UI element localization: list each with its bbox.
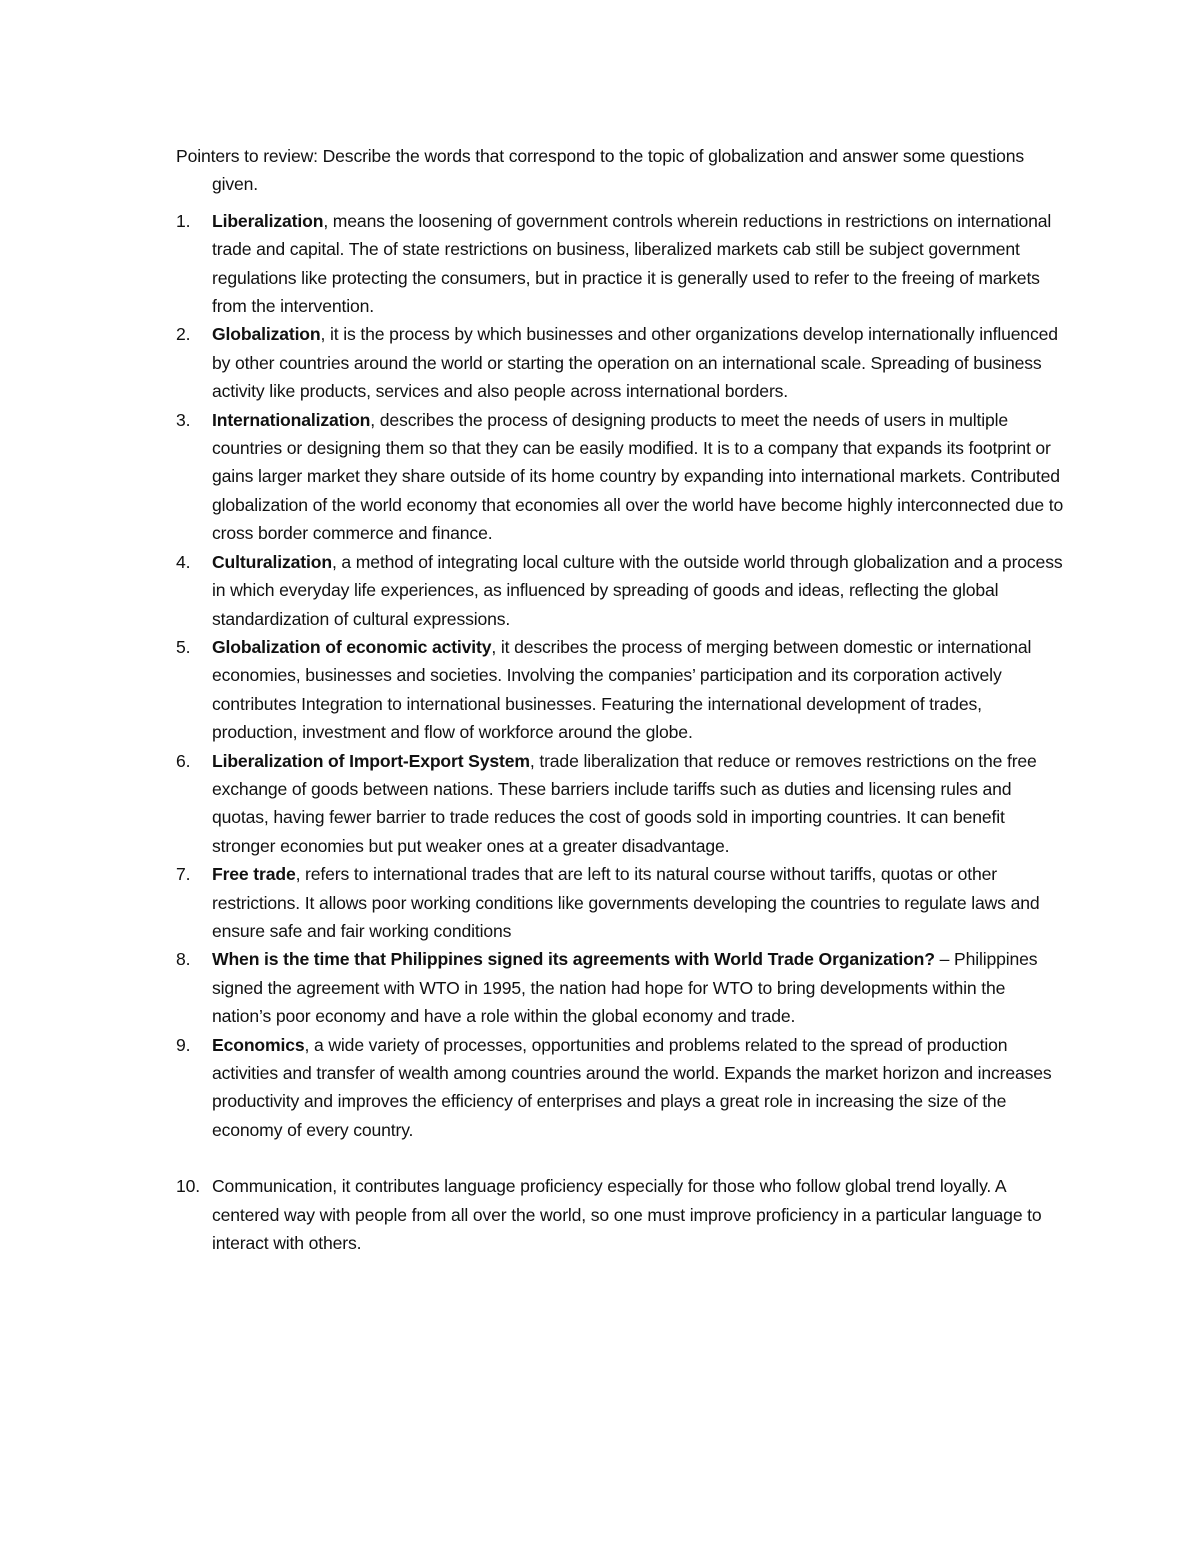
list-item [176,1031,1066,1145]
item-number: 6. [176,750,191,771]
item-number: 8. [176,949,191,970]
intro-paragraph: Pointers to review: Describe the words that correspond to the topic of globalization and answer some questions given. [176,146,1025,195]
item-number: 2. [176,324,191,345]
item-text: , a method of integrating local culture with the outside world through globalization and a process in which everyday life experiences, as influenced by spreading of goods and ideas, reflecting the global standardization of cultural expressions. [212,551,1063,629]
item-text: – Philippines signed the agreement with WTO in 1995, the nation had hope for WTO to bring developments within the nation’s poor economy and have a role within the global economy and trade. [212,949,1038,1027]
item-term: Free trade [212,864,296,885]
item-term: Internationalization [212,409,371,430]
item-text: , trade liberalization that reduce or removes restrictions on the free exchange of goods between nations. These barriers include tariffs such as duties and licensing rules and quotas, having fewer barrier to trade reduces the cost of goods sold in importing countries. It can benefit stronger economies but put weaker ones at a greater disadvantage. [212,750,1037,856]
list-item [176,406,1066,548]
item-term: Globalization of economic activity [212,636,492,657]
item-text: , describes the process of designing products to meet the needs of users in multiple countries or designing them so that they can be easily modified. It is to a company that expands its footprint or gains larger market they share outside of its home country by expanding into international markets. Contributed globalization of the world economy that economies all over the world have become highly interconnected due to cross border commerce and finance. [212,409,1064,544]
item-term: When is the time that Philippines signed its agreements with World Trade Organization? [212,949,935,970]
item-text: , it describes the process of merging between domestic or international economies, businesses and societies. Involving the companies’ participation and its corporation actively contributes Integration to international businesses. Featuring the international development of trades, production, investment and flow of workforce around the globe. [212,636,1032,743]
item-number: 9. [176,1034,191,1055]
list-item [176,945,1066,1030]
list-item [176,633,1066,747]
list-item [176,747,1066,861]
item-number: 5. [176,636,191,657]
item-text: , a wide variety of processes, opportunities and problems related to the spread of production activities and transfer of wealth among countries around the world. Expands the market horizon and increases productivity and improves the efficiency of enterprises and plays a great role in increasing the size of the economy of every country. [212,1034,1052,1140]
item-text: , refers to international trades that are left to its natural course without tariffs, quotas or other restrictions. It allows poor working conditions like governments developing the countries to regulate laws and ensure safe and fair working conditions [212,864,1040,941]
item-text: , it is the process by which businesses and other organizations develop internationally influenced by other countries around the world or starting the operation on an international scale. Spreading of business activity like products, services and also people across international borders. [212,324,1058,402]
list-item [176,207,1066,321]
item-term: Liberalization [212,210,324,231]
list-item [176,548,1066,633]
item-number: 4. [176,551,191,572]
list-item [176,320,1066,405]
item-number: 7. [176,864,191,885]
list-item [176,860,1066,945]
item-text: Communication, it contributes language proficiency especially for those who follow global trend loyally. A centered way with people from all over the world, so one must improve proficiency in a particular language to interact with others. [212,1176,1042,1254]
item-number: 1. [176,210,191,231]
item-term: Globalization [212,324,321,345]
item-number: 3. [176,409,191,430]
review-list [176,207,1066,1258]
document-body [176,142,1066,1257]
item-term: Liberalization of Import-Export System [212,750,530,771]
item-number: 10. [176,1176,201,1197]
item-term: Economics [212,1034,305,1055]
list-item [176,1172,1066,1257]
item-text: , means the loosening of government controls wherein reductions in restrictions on international trade and capital. The of state restrictions on business, liberalized markets cab still be subject government regulations like protecting the consumers, but in practice it is generally used to refer to the freeing of markets from the intervention. [212,210,1052,317]
item-term: Culturalization [212,551,332,572]
